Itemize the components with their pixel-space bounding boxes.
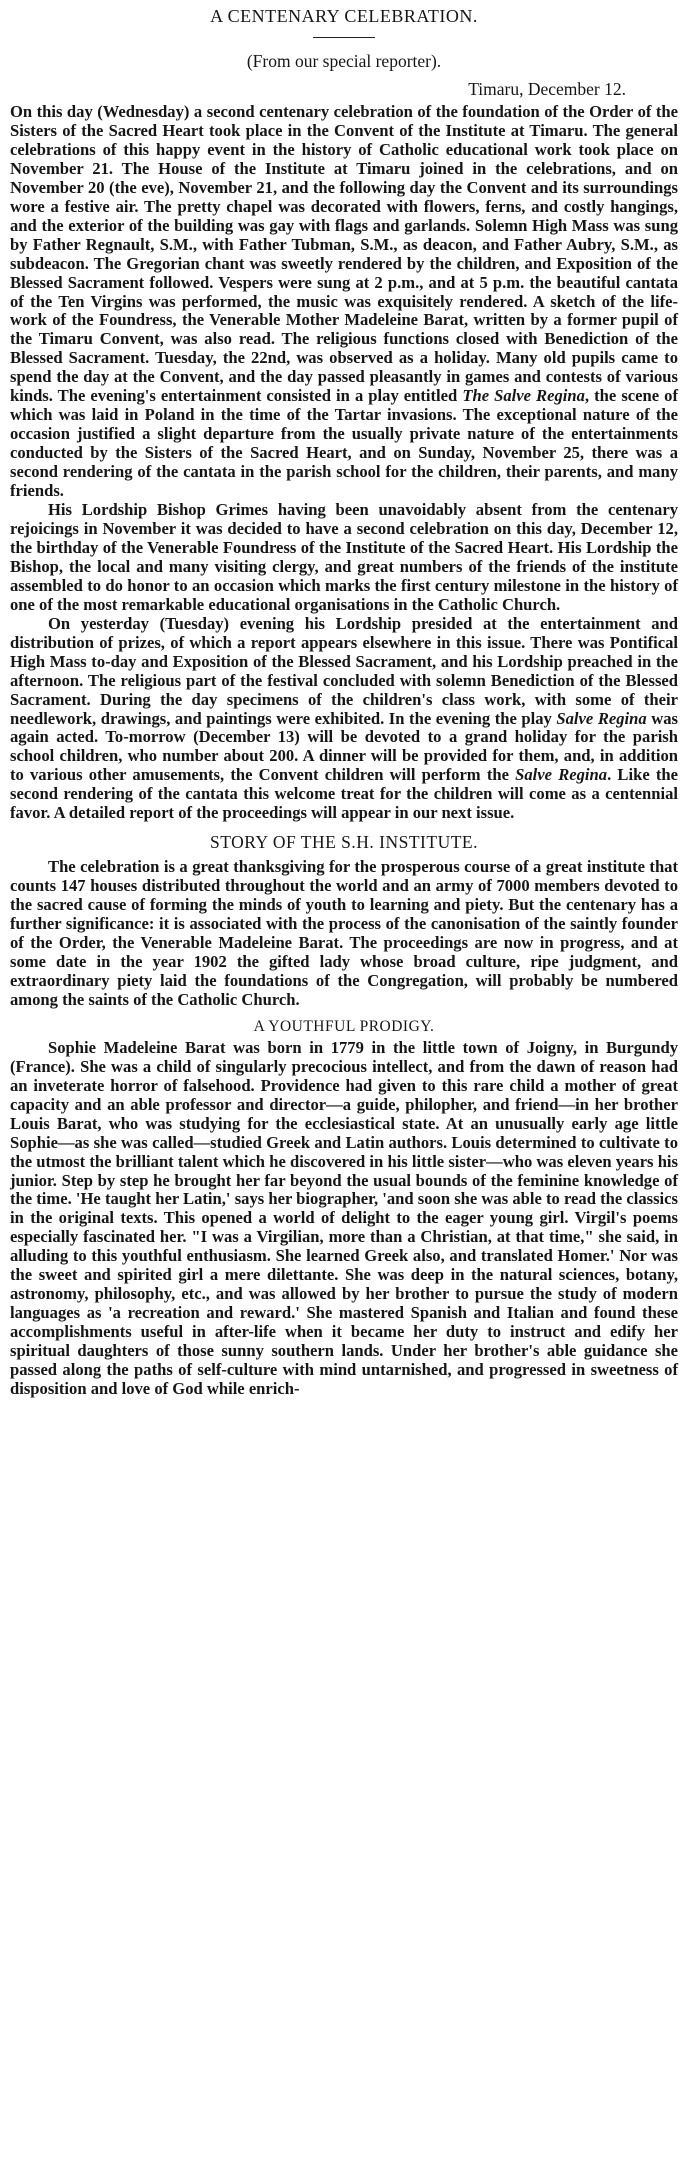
play-title-italic: Salve Regina [515,765,608,785]
play-title-italic: Salve Regina [556,708,647,728]
section-heading-prodigy: A YOUTHFUL PRODIGY. [253,1017,435,1035]
story-paragraph: The celebration is a great thanksgiving for the prosperous course of a great institute that counts 147 houses distributed throughout the world and an army of 7000 members devoted to the sacred cause of forming the minds of youth to learning and piety. But the centenary has a further significance: it is associated with the process of the canonisation of the saintly founder of the Order, the Venerable Madeleine Barat. The proceedings are now in progress, and at some date in the year 1902 the gifted lady whose broad culture, ripe judgment, and extraordinary piety laid the foundations of the Congregation, will probably be numbered among the saints of the Catholic Church. [10,857,678,1009]
article-paragraph-1: On this day (Wednesday) a second centenary celebration of the foundation of the Order of the Sisters of the Sacred Heart took place in the Convent of the Institute at Timaru. The general celebrations of this happy event in the history of Catholic educational work took place on November 21. The House of the Institute at Timaru joined in the celebrations, and on November 20 (the eve), November 21, and the following day the Convent and its surroundings wore a festive air. The pretty chapel was decorated with flowers, ferns, and costly hangings, and the exterior of the building was gay with flags and garlands. Solemn High Mass was sung by Father Regnault, S.M., with Father Tubman, S.M., as deacon, and Father Aubry, S.M., as subdeacon. The Gregorian chant was sweetly rendered by the children, and Exposition of the Blessed Sacrament followed. Vespers were sung at 2 p.m., and at 5 p.m. the beautiful cantata of the Ten Virgins was performed, the music was exquisitely rendered. A sketch of the life-work of the Foundress, the Venerable Mother Madeleine Barat, written by a former pupil of the Timaru Convent, was also read. The religious functions closed with Benediction of the Blessed Sacrament. Tuesday, the 22nd, was observed as a holiday. Many old pupils came to spend the day at the Convent, and the day passed pleasantly in games and contests of various kinds. The evening's entertainment consisted in a play entitled The Salve Regina, the scene of which was laid in Poland in the time of the Tartar invasions. The exceptional nature of the occasion justified a slight departure from the usually private nature of the entertainments conducted by the Sisters of the Sacred Heart, and on Sunday, November 25, there was a second rendering of the cantata in the parish school for the children, their parents, and many friends. [10,102,678,501]
article-title: A CENTENARY CELEBRATION. [210,6,478,26]
article-paragraph-2: His Lordship Bishop Grimes having been unavoidably absent from the centenary rejoicings in November it was decided to have a second celebration on this day, December 12, the birthday of the Venerable Foundress of the Institute of the Sacred Heart. His Lordship the Bishop, the local and many visiting clergy, and great numbers of the friends of the institute assembled to do honor to an occasion which marks the first century milestone in the history of one of the most remarkable educational organisations in the Catholic Church. [10,500,678,614]
play-title-italic: The Salve Regina [462,386,585,406]
article-paragraph-3: On yesterday (Tuesday) evening his Lordship presided at the entertainment and distribution of prizes, of which a report appears elsewhere in this issue. There was Pontifical High Mass to-day and Exposition of the Blessed Sacrament, and his Lordship preached in the afternoon. The religious part of the festival concluded with solemn Benediction of the Blessed Sacrament. During the day specimens of the children's class work, with some of their needlework, drawings, and paintings were exhibited. In the evening the play Salve Regina was again acted. To-morrow (December 13) will be devoted to a grand holiday for the parish school children, who number about 200. A dinner will be provided for them, and, in addition to various other amusements, the Convent children will perform the Salve Regina. Like the second rendering of the cantata this welcome treat for the children will come as a centennial favor. A detailed report of the proceedings will appear in our next issue. [10,613,678,823]
title-rule [313,37,375,38]
prodigy-paragraph: Sophie Madeleine Barat was born in 1779 in the little town of Joigny, in Burgundy (France). She was a child of singularly precocious intellect, and from the dawn of reason had an inveterate horror of falsehood. Providence had given to this rare child a mother of great capacity and an able professor and director—a guide, philopher, and friend—in her brother Louis Barat, who was studying for the ecclesiastical state. At an unusually early age little Sophie—as she was called—studied Greek and Latin authors. Louis determined to cultivate to the utmost the brilliant talent which he discovered in his little sister—who was eleven years his junior. Step by step he brought her far beyond the usual bounds of the feminine knowledge of the time. 'He taught her Latin,' says her biographer, 'and soon she was able to read the classics in the original texts. This opened a world of delight to the eager young girl. Virgil's poems especially fascinated her. "I was a Virgilian, more than a Christian, at that time," she said, in alluding to this youthful enthusiasm. She learned Greek also, and translated Homer.' Nor was the sweet and spirited girl a mere dilettante. She was deep in the natural sciences, botany, astronomy, philosophy, etc., and was allowed by her brother to pursue the study of modern languages as 'a recreation and reward.' She mastered Spanish and Italian and found these accomplishments useful in after-life when it became her duty to instruct and edify her spiritual daughters of those sunny southern lands. Under her brother's able guidance she passed along the paths of self-culture with mind untarnished, and progressed in sweetness of disposition and love of God while enrich- [10,1037,678,1398]
section-heading-story: STORY OF THE S.H. INSTITUTE. [210,832,478,853]
article-subtitle: (From our special reporter). [246,51,442,71]
article-dateline: Timaru, December 12. [468,79,626,99]
